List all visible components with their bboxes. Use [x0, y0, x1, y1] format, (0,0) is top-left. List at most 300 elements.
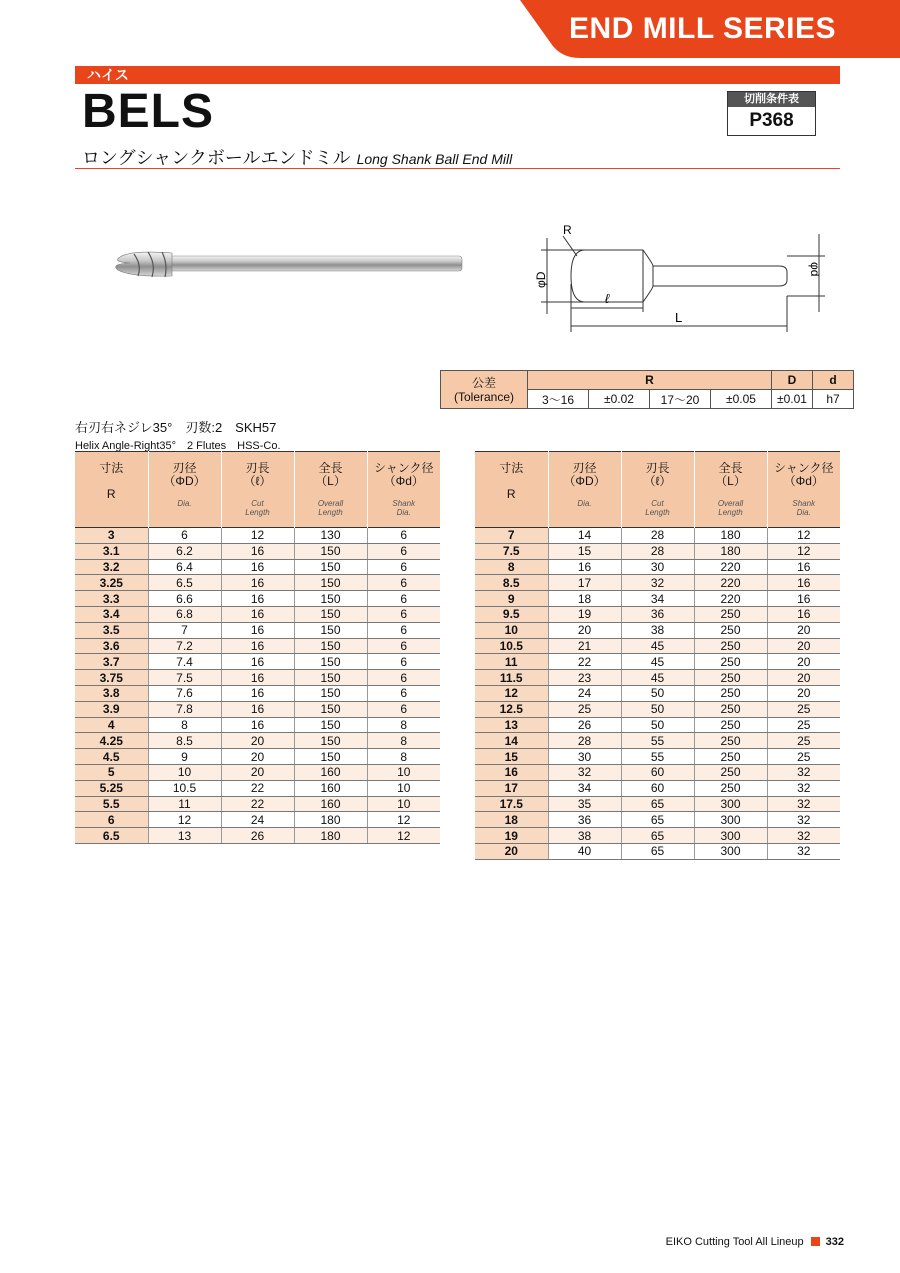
diagram-phiD-label: φD	[534, 271, 548, 288]
cell-overall-length: 250	[694, 780, 767, 796]
cell-dia: 30	[548, 749, 621, 765]
table-row	[475, 717, 840, 733]
column-header-ja-text: 刃長	[645, 461, 670, 475]
cell-cut-length: 55	[621, 749, 694, 765]
cell-dia: 36	[548, 812, 621, 828]
column-header-ja	[222, 452, 294, 488]
cell-shank-dia: 6	[367, 591, 440, 607]
cell-cut-length: 28	[621, 528, 694, 544]
cell-shank-dia: 20	[767, 638, 840, 654]
cell-radius: 16	[475, 764, 548, 780]
cell-radius: 9.5	[475, 606, 548, 622]
column-header-ja-text: 全長	[318, 461, 343, 475]
cell-overall-length: 160	[294, 780, 367, 796]
column-header-en-text: Overall	[317, 499, 344, 508]
table-row	[75, 622, 440, 638]
cell-shank-dia: 8	[367, 749, 440, 765]
cell-dia: 7	[148, 622, 221, 638]
cell-dia: 16	[548, 559, 621, 575]
product-name: BELS	[82, 85, 215, 138]
cell-radius: 11.5	[475, 670, 548, 686]
column-header-symbol: （Φd）	[383, 474, 424, 488]
table-row	[475, 685, 840, 701]
cell-dia: 10.5	[148, 780, 221, 796]
cell-dia: 17	[548, 575, 621, 591]
table-row	[475, 528, 840, 544]
column-header-en-text: Dia.	[396, 508, 411, 517]
cell-shank-dia: 6	[367, 543, 440, 559]
column-header-5	[767, 452, 840, 528]
column-header-3	[221, 452, 294, 528]
cell-radius: 3.25	[75, 575, 148, 591]
table-row	[75, 796, 440, 812]
cell-shank-dia: 20	[767, 654, 840, 670]
cell-dia: 38	[548, 828, 621, 844]
cell-radius: 3.2	[75, 559, 148, 575]
cell-cut-length: 12	[221, 528, 294, 544]
cell-overall-length: 250	[694, 701, 767, 717]
column-header-en-text: Overall	[717, 499, 744, 508]
cell-radius: 13	[475, 717, 548, 733]
cell-shank-dia: 25	[767, 701, 840, 717]
cell-cut-length: 50	[621, 701, 694, 717]
cell-dia: 20	[548, 622, 621, 638]
cell-shank-dia: 12	[767, 528, 840, 544]
cell-shank-dia: 25	[767, 717, 840, 733]
cell-overall-length: 250	[694, 622, 767, 638]
cell-radius: 20	[475, 843, 548, 859]
table-row	[75, 685, 440, 701]
column-header-symbol: R	[106, 487, 116, 501]
cell-overall-length: 180	[694, 528, 767, 544]
table-row	[75, 717, 440, 733]
table-row	[75, 654, 440, 670]
size-table-right	[475, 451, 840, 860]
cell-shank-dia: 6	[367, 606, 440, 622]
cutting-condition-ref[interactable]	[727, 91, 816, 136]
cell-overall-length: 130	[294, 528, 367, 544]
cell-shank-dia: 32	[767, 812, 840, 828]
category-label: ハイス	[87, 67, 129, 83]
column-header-2	[548, 452, 621, 528]
spec-en: Helix Angle-Right35° 2 Flutes HSS-Co.	[75, 440, 281, 452]
cell-cut-length: 50	[621, 685, 694, 701]
cell-cut-length: 22	[221, 780, 294, 796]
cell-overall-length: 250	[694, 764, 767, 780]
tolerance-label-en: (Tolerance)	[453, 389, 515, 404]
cell-dia: 40	[548, 843, 621, 859]
cell-dia: 7.2	[148, 638, 221, 654]
cell-shank-dia: 6	[367, 528, 440, 544]
cell-radius: 7	[475, 528, 548, 544]
cell-radius: 5.5	[75, 796, 148, 812]
column-header-en	[295, 499, 367, 517]
cell-cut-length: 16	[221, 543, 294, 559]
size-table-header	[75, 452, 440, 528]
cell-radius: 18	[475, 812, 548, 828]
cell-dia: 18	[548, 591, 621, 607]
cell-cut-length: 24	[221, 812, 294, 828]
tolerance-label	[441, 371, 528, 409]
cell-radius: 8	[475, 559, 548, 575]
column-header-en-text: Dia.	[177, 499, 192, 508]
cell-shank-dia: 32	[767, 764, 840, 780]
cell-overall-length: 150	[294, 543, 367, 559]
series-title: END MILL SERIES	[569, 12, 836, 45]
cell-radius: 6.5	[75, 828, 148, 844]
cell-dia: 22	[548, 654, 621, 670]
cell-shank-dia: 25	[767, 749, 840, 765]
cell-dia: 6.4	[148, 559, 221, 575]
cell-dia: 15	[548, 543, 621, 559]
table-row	[75, 559, 440, 575]
size-table-left	[75, 451, 440, 844]
cell-overall-length: 150	[294, 701, 367, 717]
cell-dia: 7.8	[148, 701, 221, 717]
cell-overall-length: 250	[694, 733, 767, 749]
table-row	[475, 812, 840, 828]
cell-cut-length: 16	[221, 717, 294, 733]
cell-overall-length: 220	[694, 575, 767, 591]
cell-shank-dia: 10	[367, 780, 440, 796]
column-header-en-text: Dia.	[577, 499, 592, 508]
column-header-en	[695, 499, 767, 517]
column-header-en-text: Dia.	[796, 508, 811, 517]
table-row	[475, 796, 840, 812]
page-number: 332	[825, 1236, 844, 1248]
cell-shank-dia: 12	[767, 543, 840, 559]
cell-shank-dia: 6	[367, 622, 440, 638]
column-header-ja	[149, 452, 221, 488]
column-header-5	[367, 452, 440, 528]
cell-shank-dia: 6	[367, 685, 440, 701]
cell-radius: 9	[475, 591, 548, 607]
spec-ja: 右刃右ネジレ35° 刃数:2 SKH57	[75, 420, 277, 435]
cell-shank-dia: 32	[767, 843, 840, 859]
cell-shank-dia: 16	[767, 606, 840, 622]
table-row	[475, 606, 840, 622]
cell-overall-length: 150	[294, 685, 367, 701]
table-row	[75, 638, 440, 654]
cell-dia: 24	[548, 685, 621, 701]
table-row	[75, 528, 440, 544]
cell-cut-length: 65	[621, 828, 694, 844]
footer	[666, 1236, 844, 1248]
cell-radius: 14	[475, 733, 548, 749]
column-header-symbol: （ΦD）	[163, 474, 206, 488]
size-table-header	[475, 452, 840, 528]
cell-overall-length: 180	[694, 543, 767, 559]
cell-dia: 7.6	[148, 685, 221, 701]
cell-radius: 10.5	[475, 638, 548, 654]
column-header-symbol: （L）	[715, 474, 746, 488]
end-mill-illustration	[90, 190, 490, 350]
cell-radius: 3.6	[75, 638, 148, 654]
cell-dia: 28	[548, 733, 621, 749]
cell-overall-length: 250	[694, 654, 767, 670]
cell-radius: 4.25	[75, 733, 148, 749]
column-header-symbol: R	[506, 487, 516, 501]
cell-overall-length: 250	[694, 717, 767, 733]
tolerance-table	[440, 370, 854, 409]
cell-shank-dia: 25	[767, 733, 840, 749]
column-header-en-text: Length	[645, 508, 670, 517]
cell-dia: 35	[548, 796, 621, 812]
cell-overall-length: 160	[294, 796, 367, 812]
column-header-3	[621, 452, 694, 528]
size-table-body	[75, 528, 440, 844]
cell-radius: 7.5	[475, 543, 548, 559]
cell-radius: 11	[475, 654, 548, 670]
tolerance-r1-value: ±0.02	[589, 390, 650, 409]
column-header-en	[622, 499, 694, 517]
cell-overall-length: 250	[694, 685, 767, 701]
size-table-body	[475, 528, 840, 860]
cell-cut-length: 22	[221, 796, 294, 812]
table-row	[75, 670, 440, 686]
cell-dia: 14	[548, 528, 621, 544]
cell-dia: 8.5	[148, 733, 221, 749]
cell-shank-dia: 32	[767, 780, 840, 796]
cell-dia: 34	[548, 780, 621, 796]
cell-overall-length: 250	[694, 749, 767, 765]
cell-shank-dia: 6	[367, 670, 440, 686]
cell-shank-dia: 6	[367, 638, 440, 654]
cell-radius: 3.9	[75, 701, 148, 717]
product-subtitle	[82, 144, 512, 170]
cell-dia: 11	[148, 796, 221, 812]
column-header-en-text: Cut	[651, 499, 664, 508]
column-header-1	[475, 452, 548, 528]
cell-shank-dia: 32	[767, 828, 840, 844]
column-header-ja	[75, 452, 148, 501]
table-row	[475, 764, 840, 780]
column-header-1	[75, 452, 148, 528]
tolerance-col-D: D	[772, 371, 813, 390]
cell-cut-length: 60	[621, 780, 694, 796]
table-row	[475, 828, 840, 844]
cell-overall-length: 150	[294, 591, 367, 607]
cell-overall-length: 150	[294, 749, 367, 765]
cell-shank-dia: 20	[767, 670, 840, 686]
cell-dia: 9	[148, 749, 221, 765]
cell-cut-length: 20	[221, 764, 294, 780]
cell-dia: 21	[548, 638, 621, 654]
table-row	[75, 764, 440, 780]
cell-overall-length: 220	[694, 591, 767, 607]
cell-cut-length: 16	[221, 606, 294, 622]
table-row	[75, 701, 440, 717]
column-header-ja	[368, 452, 441, 488]
cell-radius: 17	[475, 780, 548, 796]
cell-overall-length: 250	[694, 670, 767, 686]
cell-radius: 17.5	[475, 796, 548, 812]
column-header-ja-text: 刃径	[572, 461, 597, 475]
table-row	[75, 575, 440, 591]
diagram-L-label: L	[675, 310, 683, 325]
cell-cut-length: 36	[621, 606, 694, 622]
column-header-en	[368, 499, 441, 517]
column-header-ja-text: 全長	[718, 461, 743, 475]
cell-cut-length: 65	[621, 812, 694, 828]
column-header-symbol: （ΦD）	[563, 474, 606, 488]
diagram-drawing	[525, 212, 845, 342]
cell-overall-length: 150	[294, 559, 367, 575]
cell-radius: 19	[475, 828, 548, 844]
cell-cut-length: 16	[221, 575, 294, 591]
column-header-symbol: （ℓ）	[243, 474, 272, 488]
cell-overall-length: 150	[294, 670, 367, 686]
table-row	[475, 780, 840, 796]
column-header-symbol: （Φd）	[783, 474, 824, 488]
header-rule	[75, 168, 840, 169]
cell-overall-length: 150	[294, 606, 367, 622]
tolerance-d-value: h7	[813, 390, 854, 409]
product-name-en: Long Shank Ball End Mill	[356, 151, 513, 167]
cell-shank-dia: 6	[367, 559, 440, 575]
cell-dia: 6.2	[148, 543, 221, 559]
table-row	[475, 622, 840, 638]
cell-cut-length: 32	[621, 575, 694, 591]
column-header-en	[149, 499, 221, 508]
table-row	[475, 591, 840, 607]
column-header-4	[294, 452, 367, 528]
cell-radius: 4	[75, 717, 148, 733]
spec-block	[75, 417, 281, 453]
table-row	[75, 606, 440, 622]
cell-overall-length: 150	[294, 638, 367, 654]
cell-radius: 6	[75, 812, 148, 828]
cell-dia: 13	[148, 828, 221, 844]
column-header-ja-text: 刃径	[172, 461, 197, 475]
cell-radius: 15	[475, 749, 548, 765]
cell-shank-dia: 12	[367, 828, 440, 844]
cell-overall-length: 180	[294, 828, 367, 844]
cell-overall-length: 250	[694, 638, 767, 654]
table-row	[475, 843, 840, 859]
table-row	[75, 780, 440, 796]
cell-shank-dia: 16	[767, 591, 840, 607]
cell-shank-dia: 16	[767, 575, 840, 591]
cell-overall-length: 150	[294, 717, 367, 733]
series-banner	[520, 0, 900, 58]
cell-cut-length: 30	[621, 559, 694, 575]
cell-radius: 4.5	[75, 749, 148, 765]
cell-cut-length: 16	[221, 701, 294, 717]
cell-shank-dia: 8	[367, 717, 440, 733]
column-header-ja	[622, 452, 694, 488]
cell-overall-length: 150	[294, 654, 367, 670]
cell-radius: 3.4	[75, 606, 148, 622]
cell-cut-length: 16	[221, 622, 294, 638]
column-header-en	[768, 499, 841, 517]
column-header-ja-text: 寸法	[499, 461, 524, 475]
tolerance-r2-value: ±0.05	[711, 390, 772, 409]
cell-overall-length: 300	[694, 796, 767, 812]
column-header-ja-text: 刃長	[245, 461, 270, 475]
cell-shank-dia: 10	[367, 796, 440, 812]
cell-overall-length: 300	[694, 843, 767, 859]
cell-overall-length: 150	[294, 575, 367, 591]
column-header-ja-text: 寸法	[99, 461, 124, 475]
cell-dia: 6.6	[148, 591, 221, 607]
tolerance-label-ja: 公差	[471, 375, 496, 390]
cell-dia: 6.8	[148, 606, 221, 622]
column-header-2	[148, 452, 221, 528]
table-row	[475, 638, 840, 654]
cell-cut-length: 26	[221, 828, 294, 844]
cell-shank-dia: 6	[367, 575, 440, 591]
column-header-ja	[768, 452, 841, 488]
category-bar	[75, 66, 840, 84]
column-header-ja	[695, 452, 767, 488]
cell-dia: 7.4	[148, 654, 221, 670]
table-row	[475, 575, 840, 591]
diagram-phid-label: φd	[808, 262, 822, 277]
cell-cut-length: 16	[221, 591, 294, 607]
cell-dia: 23	[548, 670, 621, 686]
cell-shank-dia: 8	[367, 733, 440, 749]
cell-radius: 3.1	[75, 543, 148, 559]
cell-cut-length: 28	[621, 543, 694, 559]
cell-shank-dia: 6	[367, 654, 440, 670]
cell-radius: 3.75	[75, 670, 148, 686]
cell-shank-dia: 16	[767, 559, 840, 575]
footer-text: EIKO Cutting Tool All Lineup	[665, 1236, 804, 1248]
product-name-ja: ロングシャンクボールエンドミル	[82, 148, 351, 168]
cell-dia: 19	[548, 606, 621, 622]
column-header-en-text: Shank	[392, 499, 416, 508]
dimension-diagram	[525, 212, 845, 342]
cell-dia: 8	[148, 717, 221, 733]
column-header-4	[694, 452, 767, 528]
column-header-ja	[549, 452, 621, 488]
table-row	[475, 733, 840, 749]
cell-dia: 6	[148, 528, 221, 544]
table-row	[75, 749, 440, 765]
tolerance-r2-range: 17〜20	[650, 390, 711, 409]
cell-dia: 12	[148, 812, 221, 828]
cell-cut-length: 20	[221, 733, 294, 749]
cell-overall-length: 180	[294, 812, 367, 828]
column-header-en-text: Length	[718, 508, 743, 517]
cell-radius: 3.7	[75, 654, 148, 670]
column-header-en-text: Length	[245, 508, 270, 517]
cell-cut-length: 60	[621, 764, 694, 780]
cell-dia: 7.5	[148, 670, 221, 686]
cell-shank-dia: 32	[767, 796, 840, 812]
cell-cut-length: 50	[621, 717, 694, 733]
column-header-ja-text: シャンク径	[773, 461, 834, 475]
table-row	[75, 733, 440, 749]
cell-cut-length: 20	[221, 749, 294, 765]
cell-shank-dia: 20	[767, 622, 840, 638]
cell-cut-length: 16	[221, 685, 294, 701]
product-photo	[90, 190, 490, 350]
table-row	[475, 749, 840, 765]
cell-radius: 8.5	[475, 575, 548, 591]
cell-cut-length: 16	[221, 670, 294, 686]
table-row	[475, 654, 840, 670]
cell-shank-dia: 20	[767, 685, 840, 701]
cell-cut-length: 55	[621, 733, 694, 749]
table-row	[75, 591, 440, 607]
cell-cut-length: 45	[621, 654, 694, 670]
column-header-symbol: （L）	[315, 474, 346, 488]
cutting-condition-page: P368	[749, 110, 794, 131]
cell-overall-length: 160	[294, 764, 367, 780]
table-row	[475, 701, 840, 717]
